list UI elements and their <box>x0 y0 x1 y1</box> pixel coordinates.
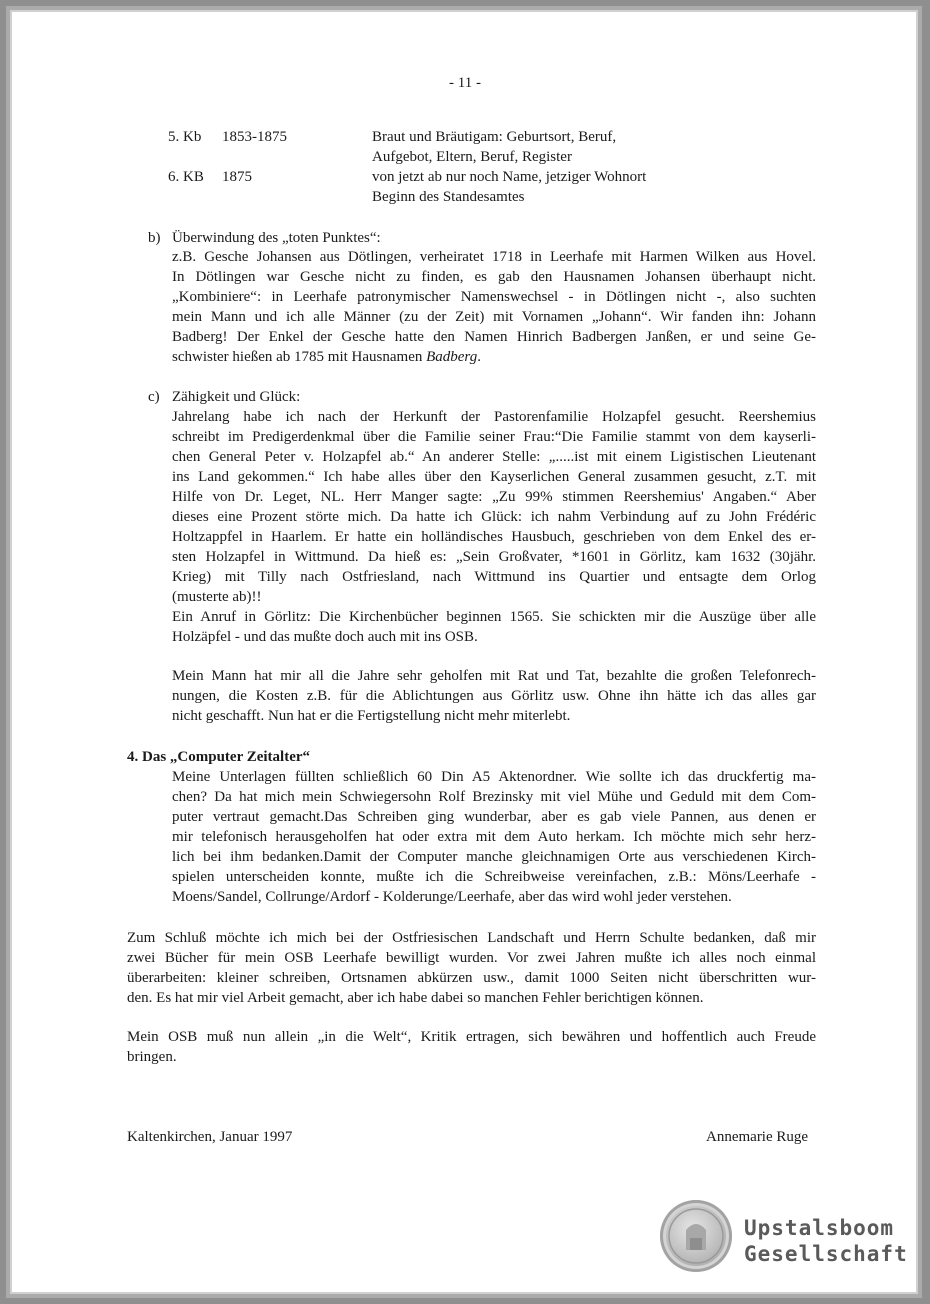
section-4-heading: 4. Das „Computer Zeitalter“ <box>127 749 311 765</box>
place-date: Kaltenkirchen, Januar 1997 <box>127 1129 293 1145</box>
section-c-line: schreibt im Predigerdenkmal über die Familie seiner Frau:“Die Familie stammt von dem kayserli- <box>172 429 816 445</box>
section-c-line: ins Land gekommen.“ Ich habe alles über den Kayserlichen General zusammen gesucht, z.T. mit <box>172 469 816 485</box>
record-years: 1875 <box>222 169 252 185</box>
section-c-line: dieses eine Prozent störte mich. Da hatte ich Glück: ich nahm Verbindung auf zu John Frédéric <box>172 509 816 525</box>
section-4-line: puter vertraut gemacht.Das Schreiben ging wunderbar, aber es gab viele Pannen, aus denen er <box>172 809 816 825</box>
section-b-line: Badberg! Der Enkel der Gesche hatte den Namen Hinrich Badbergen Janßen, er und seine Ge- <box>172 329 816 345</box>
record-desc: Aufgebot, Eltern, Beruf, Register <box>372 149 572 165</box>
section-b-line: In Dötlingen war Gesche nicht zu finden, es gab den Hausnamen Johansen überhaupt nicht. <box>172 269 816 285</box>
closing-final-line: Mein OSB muß nun allein „in die Welt“, Kritik ertragen, sich bewähren und hoffentlich auch Freude <box>127 1029 816 1045</box>
section-c-line: Hilfe von Dr. Leget, NL. Herr Manger sagte: „Zu 99% stimmen Reershemius' Angaben.“ Aber <box>172 489 816 505</box>
section-c-marker: c) <box>148 389 160 405</box>
section-c-line: Ein Anruf in Görlitz: Die Kirchenbücher beginnen 1565. Sie schickten mir die Auszüge über alle <box>172 609 816 625</box>
section-c-line: Holzäpfel - und das mußte doch auch mit ins OSB. <box>172 629 478 645</box>
section-4-line: lich bei ihm bedanken.Damit der Computer manche gleichnamigen Orte aus verschiedenen Kirch- <box>172 849 816 865</box>
section-b-italic-name: Badberg <box>426 349 478 365</box>
section-b-last-text: schwister hießen ab 1785 mit Hausnamen <box>172 349 423 365</box>
page-number: - 11 - <box>449 75 481 91</box>
section-c-para2-line: nungen, die Kosten z.B. für die Ablichtungen aus Görlitz usw. Ohne ihn hätte ich das alles gar <box>172 688 816 704</box>
closing-line: überarbeiten: kleiner schreiben, Ortsnamen abkürzen usw., damit 1000 Seiten nicht überschritten wur- <box>127 970 816 986</box>
record-desc: Braut und Bräutigam: Geburtsort, Beruf, <box>372 129 617 145</box>
section-c-line: Krieg) mit Tilly nach Ostfriesland, nach Wittmund ins Quartier und entsagte dem Orlog <box>172 569 816 585</box>
watermark-line1: Upstalsboom <box>744 1216 895 1240</box>
section-c-line: (musterte ab)!! <box>172 589 262 605</box>
section-b-heading: Überwindung des „toten Punktes“: <box>172 230 381 246</box>
section-4-line: chen? Da hat mich mein Schwiegersohn Rolf Brezinsky mit viel Mühe und Geduld mit dem Com- <box>172 789 816 805</box>
record-desc: Beginn des Standesamtes <box>372 189 525 205</box>
closing-line: zwei Bücher für mein OSB Leerhafe bewilligt wurden. Vor zwei Jahren mußte ich alles noch einmal <box>127 950 816 966</box>
record-label: 5. Kb <box>168 129 202 145</box>
section-c-line: Jahrelang habe ich nach der Herkunft der Pastorenfamilie Holzapfel gesucht. Reershemius <box>172 409 816 425</box>
section-b-last-line: schwister hießen ab 1785 mit Hausnamen Badberg. <box>172 349 481 365</box>
closing-line: den. Es hat mir viel Arbeit gemacht, aber ich habe dabei so manchen Fehler berichtigen können. <box>127 990 704 1006</box>
record-desc: von jetzt ab nur noch Name, jetziger Wohnort <box>372 169 647 185</box>
seal-icon <box>660 1200 732 1272</box>
watermark-line2: Gesellschaft <box>744 1242 908 1266</box>
record-label: 6. KB <box>168 169 204 185</box>
section-b-line: „Kombiniere“: in Leerhafe patronymischer Namenswechsel - in Dötlingen nicht -, also suchten <box>172 289 816 305</box>
section-4-line: Moens/Sandel, Collrunge/Ardorf - Kolderunge/Leerhafe, aber das wird wohl jeder verstehen. <box>172 889 732 905</box>
section-c-heading: Zähigkeit und Glück: <box>172 389 301 405</box>
section-b-line: z.B. Gesche Johansen aus Dötlingen, verheiratet 1718 in Leerhafe mit Harmen Wilken aus Hovel. <box>172 249 816 265</box>
section-b-line: mein Mann und ich alle Männer (zu der Zeit) mit Vornamen „Johann“. Wir fanden ihn: Johann <box>172 309 816 325</box>
section-4-line: spielen unterscheiden konnte, mußte ich die Schreibweise vereinfachen, z.B.: Möns/Leerhafe - <box>172 869 816 885</box>
section-c-line: chen General Peter v. Holzapfel ab.“ An anderer Stelle: „.....ist mit einem Ligistischen Lieutenant <box>172 449 816 465</box>
section-c-para2-line: nicht geschafft. Nun hat er die Fertigstellung nicht mehr miterlebt. <box>172 708 571 724</box>
seal-figure-icon <box>660 1200 732 1272</box>
section-c-line: Holtzappfel in Haarlem. Er hatte ein holländisches Hausbuch, geschrieben von dem Enkel des er- <box>172 529 816 545</box>
section-4-line: Meine Unterlagen füllten schließlich 60 Din A5 Aktenordner. Wie sollte ich das druckfertig ma- <box>172 769 816 785</box>
section-c-line: sten Holzapfel in Wittmund. Da hieß es: „Sein Großvater, *1601 in Görlitz, kam 1632 (30jähr. <box>172 549 816 565</box>
closing-line: Zum Schluß möchte ich mich bei der Ostfriesischen Landschaft und Herrn Schulte bedanken, daß mir <box>127 930 816 946</box>
section-4-line: mir telefonisch herausgeholfen hat oder extra mit dem Auto herkam. Ich möchte mich sehr herz- <box>172 829 816 845</box>
section-c-para2-line: Mein Mann hat mir all die Jahre sehr geholfen mit Rat und Tat, bezahlte die großen Telefonrech- <box>172 668 816 684</box>
record-years: 1853-1875 <box>222 129 287 145</box>
closing-final-line: bringen. <box>127 1049 177 1065</box>
author-name: Annemarie Ruge <box>706 1129 809 1145</box>
section-b-marker: b) <box>148 230 161 246</box>
